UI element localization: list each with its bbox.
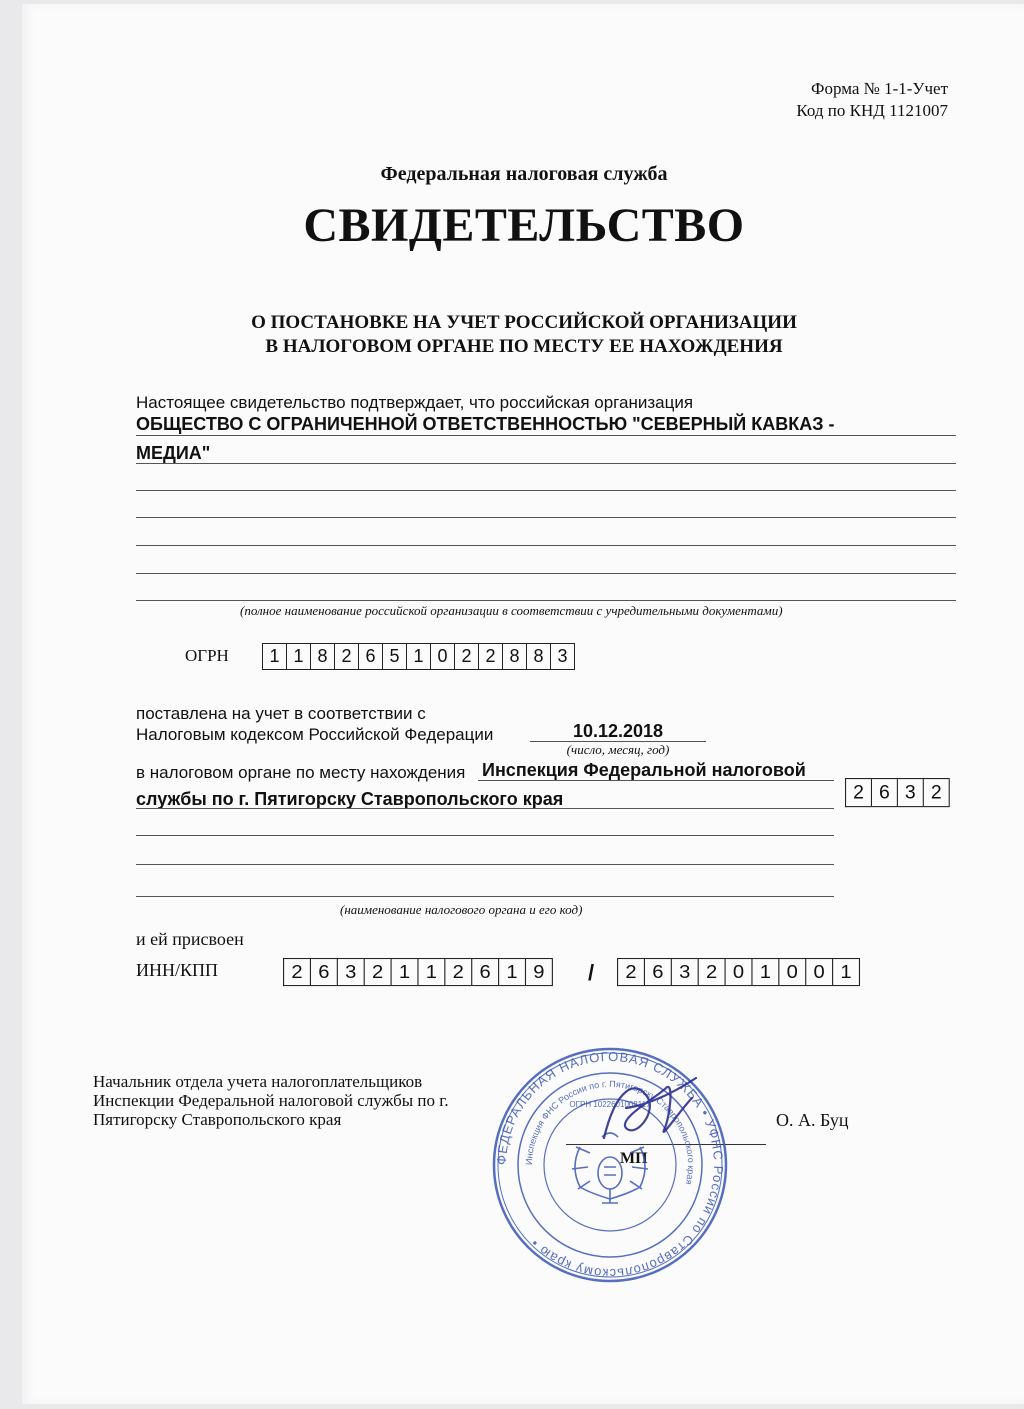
inn-digit-box: 1 — [419, 959, 446, 985]
tax-code-digit-box: 3 — [898, 779, 924, 806]
kpp-digit-box: 3 — [672, 959, 699, 985]
tax-authority-label: в налоговом органе по месту нахождения — [136, 763, 466, 782]
ogrn-boxes — [262, 643, 575, 670]
knd-code: Код по КНД 1121007 — [796, 101, 948, 120]
fill-line — [136, 835, 834, 836]
kpp-digit-box: 0 — [806, 959, 833, 985]
inn-digit-box: 2 — [284, 959, 311, 985]
inn-digit-box: 2 — [445, 959, 472, 985]
inn-kpp-separator: / — [588, 960, 595, 985]
inn-digit-box: 6 — [472, 959, 499, 985]
inn-boxes — [283, 958, 553, 986]
organization-name-line-1: ОБЩЕСТВО С ОГРАНИЧЕННОЙ ОТВЕТСТВЕННОСТЬЮ "СЕВЕРНЫЙ КАВКАЗ - — [136, 414, 835, 434]
kpp-digit-box: 1 — [753, 959, 780, 985]
inn-digit-box: 6 — [311, 959, 338, 985]
ogrn-digit-box: 1 — [407, 644, 431, 669]
ogrn-digit-box: 2 — [335, 644, 359, 669]
registration-text-1: поставлена на учет в соответствии с — [136, 704, 426, 723]
organization-name-line-2: МЕДИА" — [136, 443, 211, 463]
tax-authority-caption: (наименование налогового органа и его код) — [340, 902, 583, 917]
fill-line — [136, 600, 956, 601]
document-title: СВИДЕТЕЛЬСТВО — [303, 199, 745, 252]
mp-label: МП — [620, 1150, 648, 1167]
signatory-name: О. А. Буц — [776, 1110, 849, 1130]
ogrn-digit-box: 1 — [263, 644, 287, 669]
tax-authority-name-line-2: службы по г. Пятигорску Ставропольского края — [136, 789, 564, 809]
date-caption: (число, месяц, год) — [566, 742, 670, 757]
form-number: Форма № 1-1-Учет — [811, 79, 948, 98]
ogrn-digit-box: 5 — [383, 644, 407, 669]
fill-line — [136, 864, 834, 865]
tax-authority-name-line-1: Инспекция Федеральной налоговой — [482, 760, 806, 780]
fill-line — [136, 490, 956, 491]
signatory-line-1: Начальник отдела учета налогоплательщиков — [93, 1072, 423, 1091]
ogrn-digit-box: 2 — [479, 644, 503, 669]
fill-line — [136, 463, 956, 464]
kpp-digit-box: 0 — [779, 959, 806, 985]
kpp-digit-box: 0 — [726, 959, 753, 985]
kpp-digit-box: 2 — [618, 959, 645, 985]
fill-line — [136, 545, 956, 546]
signature-scribble — [596, 1068, 706, 1168]
fill-line — [136, 573, 956, 574]
inn-digit-box: 9 — [526, 959, 553, 985]
ogrn-digit-box: 0 — [431, 644, 455, 669]
ogrn-digit-box: 1 — [287, 644, 311, 669]
ogrn-label: ОГРН — [185, 646, 229, 665]
intro-text: Настоящее свидетельство подтверждает, что российская организация — [136, 393, 694, 412]
inn-digit-box: 3 — [338, 959, 365, 985]
fill-line — [478, 780, 834, 781]
registration-date: 10.12.2018 — [572, 721, 664, 741]
signatory-position — [93, 1072, 449, 1129]
organization-caption: (полное наименование российской организации в соответствии с учредительными документами) — [240, 603, 783, 618]
agency-name: Федеральная налоговая служба — [380, 163, 668, 185]
signatory-line-3: Пятигорску Ставропольского края — [93, 1110, 342, 1129]
stamp-inner-text: Инспекция ФНС России по г. Пятигорску Ставропольского края — [523, 1078, 697, 1186]
ogrn-digit-box: 8 — [311, 644, 335, 669]
fill-line — [136, 808, 834, 809]
tax-code-digit-box: 6 — [872, 779, 898, 806]
inn-kpp-label: ИНН/КПП — [136, 960, 219, 980]
inn-digit-box: 1 — [392, 959, 419, 985]
inn-digit-box: 2 — [365, 959, 392, 985]
kpp-digit-box: 1 — [833, 959, 860, 985]
ogrn-digit-box: 2 — [455, 644, 479, 669]
subtitle-line-1: О ПОСТАНОВКЕ НА УЧЕТ РОССИЙСКОЙ ОРГАНИЗАЦИИ — [251, 312, 797, 333]
ogrn-digit-box: 8 — [503, 644, 527, 669]
document-subtitle — [0, 311, 1024, 359]
ogrn-digit-box: 3 — [551, 644, 575, 669]
form-header — [796, 78, 948, 122]
ogrn-digit-box: 8 — [527, 644, 551, 669]
tax-code-digit-box: 2 — [924, 779, 950, 806]
fill-line — [136, 435, 956, 436]
kpp-boxes — [617, 958, 860, 986]
stamp-ogrn-text: ОГРН 1022601008117 — [569, 1100, 651, 1109]
stamp-outer-text: ФЕДЕРАЛЬНАЯ НАЛОГОВАЯ СЛУЖБА • УФНС России по Ставропольскому краю • — [493, 1048, 727, 1282]
kpp-digit-box: 6 — [645, 959, 672, 985]
tax-code-digit-box: 2 — [846, 779, 872, 806]
tax-authority-code-boxes — [845, 778, 950, 807]
fill-line — [136, 517, 956, 518]
ogrn-digit-box: 6 — [359, 644, 383, 669]
assigned-label: и ей присвоен — [136, 929, 244, 949]
fill-line — [136, 896, 834, 897]
kpp-digit-box: 2 — [699, 959, 726, 985]
inn-digit-box: 1 — [499, 959, 526, 985]
subtitle-line-2: В НАЛОГОВОМ ОРГАНЕ ПО МЕСТУ ЕЕ НАХОЖДЕНИЯ — [265, 336, 783, 357]
signatory-line-2: Инспекции Федеральной налоговой службы по г. — [93, 1091, 449, 1110]
registration-text-2: Налоговым кодексом Российской Федерации — [136, 725, 494, 744]
